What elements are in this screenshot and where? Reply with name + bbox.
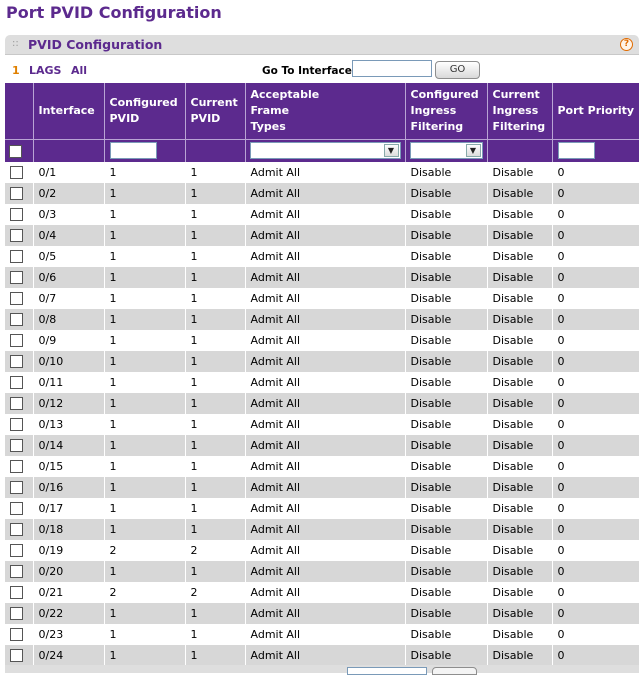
chevron-down-icon: ▼: [384, 144, 399, 157]
cell-port-priority: 0: [552, 519, 639, 540]
table-row[interactable]: [5, 393, 639, 414]
row-select-cell: [5, 435, 33, 456]
cell-current-ingress: Disable: [487, 582, 552, 603]
row-select-cell: [5, 414, 33, 435]
cell-interface: 0/19: [33, 540, 104, 561]
row-select-cell: [5, 456, 33, 477]
cell-interface: 0/21: [33, 582, 104, 603]
row-checkbox[interactable]: [10, 544, 23, 557]
cell-configured-ingress: Disable: [405, 645, 487, 666]
cell-current-pvid: 1: [185, 183, 245, 204]
cell-configured-pvid: 1: [104, 351, 185, 372]
filter-port-priority-cell: [552, 139, 639, 162]
cell-port-priority: 0: [552, 372, 639, 393]
table-row[interactable]: [5, 561, 639, 582]
current-ingress-filtering-column-header[interactable]: Current Ingress Filtering: [487, 83, 552, 139]
cell-current-ingress: Disable: [487, 414, 552, 435]
cell-configured-ingress: Disable: [405, 162, 487, 183]
row-select-cell: [5, 288, 33, 309]
page-title: Port PVID Configuration: [6, 3, 222, 22]
table-row[interactable]: [5, 414, 639, 435]
cell-current-pvid: 1: [185, 204, 245, 225]
select-column-header: [5, 83, 33, 139]
cell-port-priority: 0: [552, 225, 639, 246]
cell-acceptable-frame-types: Admit All: [245, 540, 405, 561]
cell-configured-pvid: 1: [104, 162, 185, 183]
cell-configured-ingress: Disable: [405, 456, 487, 477]
cell-current-ingress: Disable: [487, 351, 552, 372]
cell-port-priority: 0: [552, 204, 639, 225]
cell-current-pvid: 1: [185, 519, 245, 540]
cell-current-pvid: 1: [185, 267, 245, 288]
row-select-cell: [5, 246, 33, 267]
frame-types-select[interactable]: [250, 142, 401, 159]
row-select-cell: [5, 351, 33, 372]
cell-current-pvid: 1: [185, 498, 245, 519]
filter-configured-pvid-cell: [104, 139, 185, 162]
cell-interface: 0/7: [33, 288, 104, 309]
cell-configured-pvid: 1: [104, 624, 185, 645]
table-row[interactable]: [5, 372, 639, 393]
cell-port-priority: 0: [552, 645, 639, 666]
cell-interface: 0/23: [33, 624, 104, 645]
cell-interface: 0/5: [33, 246, 104, 267]
cell-configured-pvid: 1: [104, 498, 185, 519]
cell-acceptable-frame-types: Admit All: [245, 225, 405, 246]
cell-acceptable-frame-types: Admit All: [245, 498, 405, 519]
cell-configured-ingress: Disable: [405, 561, 487, 582]
cell-configured-ingress: Disable: [405, 498, 487, 519]
cell-current-pvid: 2: [185, 540, 245, 561]
cell-current-ingress: Disable: [487, 330, 552, 351]
cell-current-pvid: 1: [185, 225, 245, 246]
row-select-cell: [5, 498, 33, 519]
cell-port-priority: 0: [552, 603, 639, 624]
cell-configured-ingress: Disable: [405, 267, 487, 288]
filter-current-ingress-cell: [487, 139, 552, 162]
table-row[interactable]: [5, 645, 639, 666]
cell-configured-pvid: 1: [104, 267, 185, 288]
port-priority-input[interactable]: [558, 142, 595, 159]
cell-current-ingress: Disable: [487, 393, 552, 414]
table-row[interactable]: [5, 225, 639, 246]
cell-current-ingress: Disable: [487, 246, 552, 267]
cell-acceptable-frame-types: Admit All: [245, 561, 405, 582]
cell-configured-pvid: 1: [104, 414, 185, 435]
row-select-cell: [5, 582, 33, 603]
cell-interface: 0/14: [33, 435, 104, 456]
interface-column-header[interactable]: Interface: [33, 83, 104, 139]
table-row[interactable]: [5, 246, 639, 267]
cell-interface: 0/16: [33, 477, 104, 498]
row-checkbox[interactable]: [10, 649, 23, 662]
row-checkbox[interactable]: [10, 187, 23, 200]
row-select-cell: [5, 477, 33, 498]
cell-interface: 0/8: [33, 309, 104, 330]
filter-ingress-cell: [405, 139, 487, 162]
port-priority-column-header[interactable]: Port Priority: [552, 83, 639, 139]
row-checkbox[interactable]: [10, 166, 23, 179]
table-row[interactable]: [5, 183, 639, 204]
cell-interface: 0/15: [33, 456, 104, 477]
cell-current-ingress: Disable: [487, 477, 552, 498]
interface-toolbar: [5, 55, 639, 83]
table-row[interactable]: [5, 624, 639, 645]
row-checkbox[interactable]: [10, 250, 23, 263]
cell-current-pvid: 1: [185, 288, 245, 309]
cell-configured-pvid: 1: [104, 519, 185, 540]
cell-configured-pvid: 2: [104, 582, 185, 603]
table-body: [5, 162, 639, 666]
cell-current-pvid: 1: [185, 603, 245, 624]
cell-acceptable-frame-types: Admit All: [245, 456, 405, 477]
select-all-cell: [5, 139, 33, 162]
cell-acceptable-frame-types: Admit All: [245, 645, 405, 666]
cell-configured-ingress: Disable: [405, 330, 487, 351]
cell-current-pvid: 1: [185, 477, 245, 498]
row-checkbox[interactable]: [10, 586, 23, 599]
cell-port-priority: 0: [552, 309, 639, 330]
cell-configured-ingress: Disable: [405, 519, 487, 540]
row-checkbox[interactable]: [10, 334, 23, 347]
row-checkbox[interactable]: [10, 607, 23, 620]
cell-current-ingress: Disable: [487, 225, 552, 246]
cell-configured-ingress: Disable: [405, 225, 487, 246]
cell-configured-ingress: Disable: [405, 288, 487, 309]
cell-acceptable-frame-types: Admit All: [245, 246, 405, 267]
cell-acceptable-frame-types: Admit All: [245, 435, 405, 456]
table-row[interactable]: [5, 309, 639, 330]
cell-interface: 0/6: [33, 267, 104, 288]
cell-configured-pvid: 1: [104, 456, 185, 477]
row-select-cell: [5, 540, 33, 561]
cell-interface: 0/18: [33, 519, 104, 540]
row-select-cell: [5, 393, 33, 414]
cell-current-pvid: 1: [185, 309, 245, 330]
panel-title: PVID Configuration: [28, 37, 163, 52]
cell-port-priority: 0: [552, 288, 639, 309]
table-row[interactable]: [5, 519, 639, 540]
cell-configured-pvid: 1: [104, 246, 185, 267]
cell-configured-pvid: 2: [104, 540, 185, 561]
cell-port-priority: 0: [552, 456, 639, 477]
goto-interface-label: Go To Interface: [262, 65, 352, 77]
cell-acceptable-frame-types: Admit All: [245, 267, 405, 288]
row-select-cell: [5, 603, 33, 624]
cell-interface: 0/9: [33, 330, 104, 351]
row-select-cell: [5, 267, 33, 288]
current-pvid-column-header[interactable]: Current PVID: [185, 83, 245, 139]
row-checkbox[interactable]: [10, 355, 23, 368]
cell-acceptable-frame-types: Admit All: [245, 309, 405, 330]
cell-configured-pvid: 1: [104, 309, 185, 330]
cell-configured-ingress: Disable: [405, 582, 487, 603]
row-select-cell: [5, 561, 33, 582]
table-row[interactable]: [5, 330, 639, 351]
table-row[interactable]: [5, 603, 639, 624]
goto-interface-input[interactable]: [352, 60, 432, 77]
row-checkbox[interactable]: [10, 481, 23, 494]
table-row[interactable]: [5, 204, 639, 225]
pvid-table: [5, 83, 639, 666]
cell-configured-ingress: Disable: [405, 624, 487, 645]
table-row[interactable]: [5, 477, 639, 498]
select-all-checkbox[interactable]: [9, 145, 22, 158]
cell-acceptable-frame-types: Admit All: [245, 351, 405, 372]
row-checkbox[interactable]: [10, 397, 23, 410]
cell-current-ingress: Disable: [487, 645, 552, 666]
cell-interface: 0/12: [33, 393, 104, 414]
table-row[interactable]: [5, 267, 639, 288]
table-header-row: [5, 83, 639, 139]
cell-current-ingress: Disable: [487, 162, 552, 183]
cell-acceptable-frame-types: Admit All: [245, 183, 405, 204]
cell-current-ingress: Disable: [487, 288, 552, 309]
grip-icon: ::: [12, 38, 19, 49]
cell-interface: 0/10: [33, 351, 104, 372]
cell-current-pvid: 1: [185, 414, 245, 435]
cell-interface: 0/11: [33, 372, 104, 393]
cell-current-ingress: Disable: [487, 603, 552, 624]
table-row[interactable]: [5, 498, 639, 519]
cell-port-priority: 0: [552, 540, 639, 561]
cell-interface: 0/24: [33, 645, 104, 666]
cell-acceptable-frame-types: Admit All: [245, 288, 405, 309]
cell-configured-ingress: Disable: [405, 477, 487, 498]
cell-port-priority: 0: [552, 351, 639, 372]
cell-configured-pvid: 1: [104, 225, 185, 246]
cell-current-ingress: Disable: [487, 435, 552, 456]
cell-port-priority: 0: [552, 183, 639, 204]
table-row[interactable]: [5, 288, 639, 309]
cell-acceptable-frame-types: Admit All: [245, 372, 405, 393]
cell-configured-pvid: 1: [104, 330, 185, 351]
pvid-configuration-panel: [5, 35, 639, 695]
cell-configured-ingress: Disable: [405, 540, 487, 561]
configured-ingress-filtering-column-header[interactable]: Configured Ingress Filtering: [405, 83, 487, 139]
cell-current-pvid: 1: [185, 246, 245, 267]
cell-configured-ingress: Disable: [405, 246, 487, 267]
panel-header: [5, 35, 639, 55]
row-select-cell: [5, 162, 33, 183]
cell-configured-pvid: 1: [104, 393, 185, 414]
cell-configured-pvid: 1: [104, 645, 185, 666]
cell-current-pvid: 1: [185, 162, 245, 183]
table-row[interactable]: [5, 162, 639, 183]
cell-configured-ingress: Disable: [405, 351, 487, 372]
table-row[interactable]: [5, 435, 639, 456]
chevron-down-icon: ▼: [466, 144, 481, 157]
cell-configured-pvid: 1: [104, 204, 185, 225]
row-checkbox[interactable]: [10, 502, 23, 515]
row-select-cell: [5, 372, 33, 393]
ingress-filtering-select[interactable]: [410, 142, 483, 159]
filter-current-pvid-cell: [185, 139, 245, 162]
cell-current-pvid: 1: [185, 645, 245, 666]
cell-current-ingress: Disable: [487, 624, 552, 645]
cell-current-ingress: Disable: [487, 372, 552, 393]
cell-current-ingress: Disable: [487, 540, 552, 561]
table-row[interactable]: [5, 582, 639, 603]
row-select-cell: [5, 225, 33, 246]
cell-acceptable-frame-types: Admit All: [245, 162, 405, 183]
cell-current-ingress: Disable: [487, 456, 552, 477]
cell-acceptable-frame-types: Admit All: [245, 204, 405, 225]
table-row[interactable]: [5, 540, 639, 561]
cell-configured-pvid: 1: [104, 435, 185, 456]
cell-acceptable-frame-types: Admit All: [245, 330, 405, 351]
cell-configured-pvid: 1: [104, 372, 185, 393]
cell-port-priority: 0: [552, 435, 639, 456]
cell-interface: 0/3: [33, 204, 104, 225]
cell-current-pvid: 2: [185, 582, 245, 603]
cell-current-ingress: Disable: [487, 183, 552, 204]
cell-interface: 0/22: [33, 603, 104, 624]
cell-port-priority: 0: [552, 393, 639, 414]
cell-acceptable-frame-types: Admit All: [245, 477, 405, 498]
tab-all[interactable]: All: [71, 64, 88, 77]
cell-current-pvid: 1: [185, 624, 245, 645]
row-select-cell: [5, 519, 33, 540]
cell-configured-ingress: Disable: [405, 183, 487, 204]
cell-current-pvid: 1: [185, 456, 245, 477]
cell-current-ingress: Disable: [487, 519, 552, 540]
row-checkbox[interactable]: [10, 292, 23, 305]
cell-port-priority: 0: [552, 162, 639, 183]
cell-interface: 0/13: [33, 414, 104, 435]
cell-port-priority: 0: [552, 561, 639, 582]
cell-port-priority: 0: [552, 624, 639, 645]
configured-pvid-column-header[interactable]: Configured PVID: [104, 83, 185, 139]
cell-configured-pvid: 1: [104, 288, 185, 309]
cell-current-ingress: Disable: [487, 498, 552, 519]
cell-configured-pvid: 1: [104, 183, 185, 204]
row-select-cell: [5, 183, 33, 204]
bottom-go-button[interactable]: [432, 667, 477, 675]
tab-unit-1[interactable]: 1: [12, 64, 20, 77]
row-checkbox[interactable]: [10, 523, 23, 536]
configured-pvid-input[interactable]: [110, 142, 157, 159]
cell-interface: 0/1: [33, 162, 104, 183]
row-checkbox[interactable]: [10, 208, 23, 221]
row-checkbox[interactable]: [10, 460, 23, 473]
tab-lags[interactable]: LAGS: [29, 64, 62, 77]
cell-port-priority: 0: [552, 498, 639, 519]
cell-current-pvid: 1: [185, 351, 245, 372]
cell-interface: 0/17: [33, 498, 104, 519]
bottom-goto-input[interactable]: [347, 667, 427, 675]
cell-port-priority: 0: [552, 267, 639, 288]
cell-configured-pvid: 1: [104, 603, 185, 624]
cell-acceptable-frame-types: Admit All: [245, 393, 405, 414]
cell-configured-ingress: Disable: [405, 435, 487, 456]
go-button[interactable]: GO: [435, 61, 480, 79]
cell-configured-ingress: Disable: [405, 393, 487, 414]
cell-acceptable-frame-types: Admit All: [245, 519, 405, 540]
row-select-cell: [5, 309, 33, 330]
cell-current-ingress: Disable: [487, 267, 552, 288]
cell-configured-pvid: 1: [104, 477, 185, 498]
row-checkbox[interactable]: [10, 376, 23, 389]
cell-port-priority: 0: [552, 330, 639, 351]
row-select-cell: [5, 204, 33, 225]
row-checkbox[interactable]: [10, 418, 23, 431]
row-checkbox[interactable]: [10, 565, 23, 578]
cell-port-priority: 0: [552, 246, 639, 267]
cell-port-priority: 0: [552, 582, 639, 603]
cell-configured-ingress: Disable: [405, 309, 487, 330]
row-checkbox[interactable]: [10, 271, 23, 284]
cell-current-pvid: 1: [185, 393, 245, 414]
help-icon[interactable]: ?: [620, 38, 633, 51]
cell-current-ingress: Disable: [487, 204, 552, 225]
row-checkbox[interactable]: [10, 439, 23, 452]
filter-row: [5, 139, 639, 162]
row-checkbox[interactable]: [10, 313, 23, 326]
cell-configured-ingress: Disable: [405, 372, 487, 393]
row-checkbox[interactable]: [10, 628, 23, 641]
cell-configured-pvid: 1: [104, 561, 185, 582]
cell-port-priority: 0: [552, 477, 639, 498]
cell-configured-ingress: Disable: [405, 204, 487, 225]
cell-current-pvid: 1: [185, 330, 245, 351]
cell-interface: 0/20: [33, 561, 104, 582]
row-select-cell: [5, 624, 33, 645]
cell-configured-ingress: Disable: [405, 603, 487, 624]
bottom-toolbar: [5, 665, 639, 673]
cell-current-ingress: Disable: [487, 309, 552, 330]
table-row[interactable]: [5, 456, 639, 477]
row-checkbox[interactable]: [10, 229, 23, 242]
acceptable-frame-types-column-header[interactable]: Acceptable Frame Types: [245, 83, 405, 139]
table-row[interactable]: [5, 351, 639, 372]
cell-current-pvid: 1: [185, 372, 245, 393]
cell-current-pvid: 1: [185, 435, 245, 456]
cell-current-ingress: Disable: [487, 561, 552, 582]
cell-acceptable-frame-types: Admit All: [245, 603, 405, 624]
cell-configured-ingress: Disable: [405, 414, 487, 435]
filter-interface-cell: [33, 139, 104, 162]
cell-interface: 0/4: [33, 225, 104, 246]
row-select-cell: [5, 330, 33, 351]
cell-port-priority: 0: [552, 414, 639, 435]
row-select-cell: [5, 645, 33, 666]
cell-acceptable-frame-types: Admit All: [245, 582, 405, 603]
cell-acceptable-frame-types: Admit All: [245, 414, 405, 435]
cell-current-pvid: 1: [185, 561, 245, 582]
cell-interface: 0/2: [33, 183, 104, 204]
filter-frame-types-cell: [245, 139, 405, 162]
cell-acceptable-frame-types: Admit All: [245, 624, 405, 645]
